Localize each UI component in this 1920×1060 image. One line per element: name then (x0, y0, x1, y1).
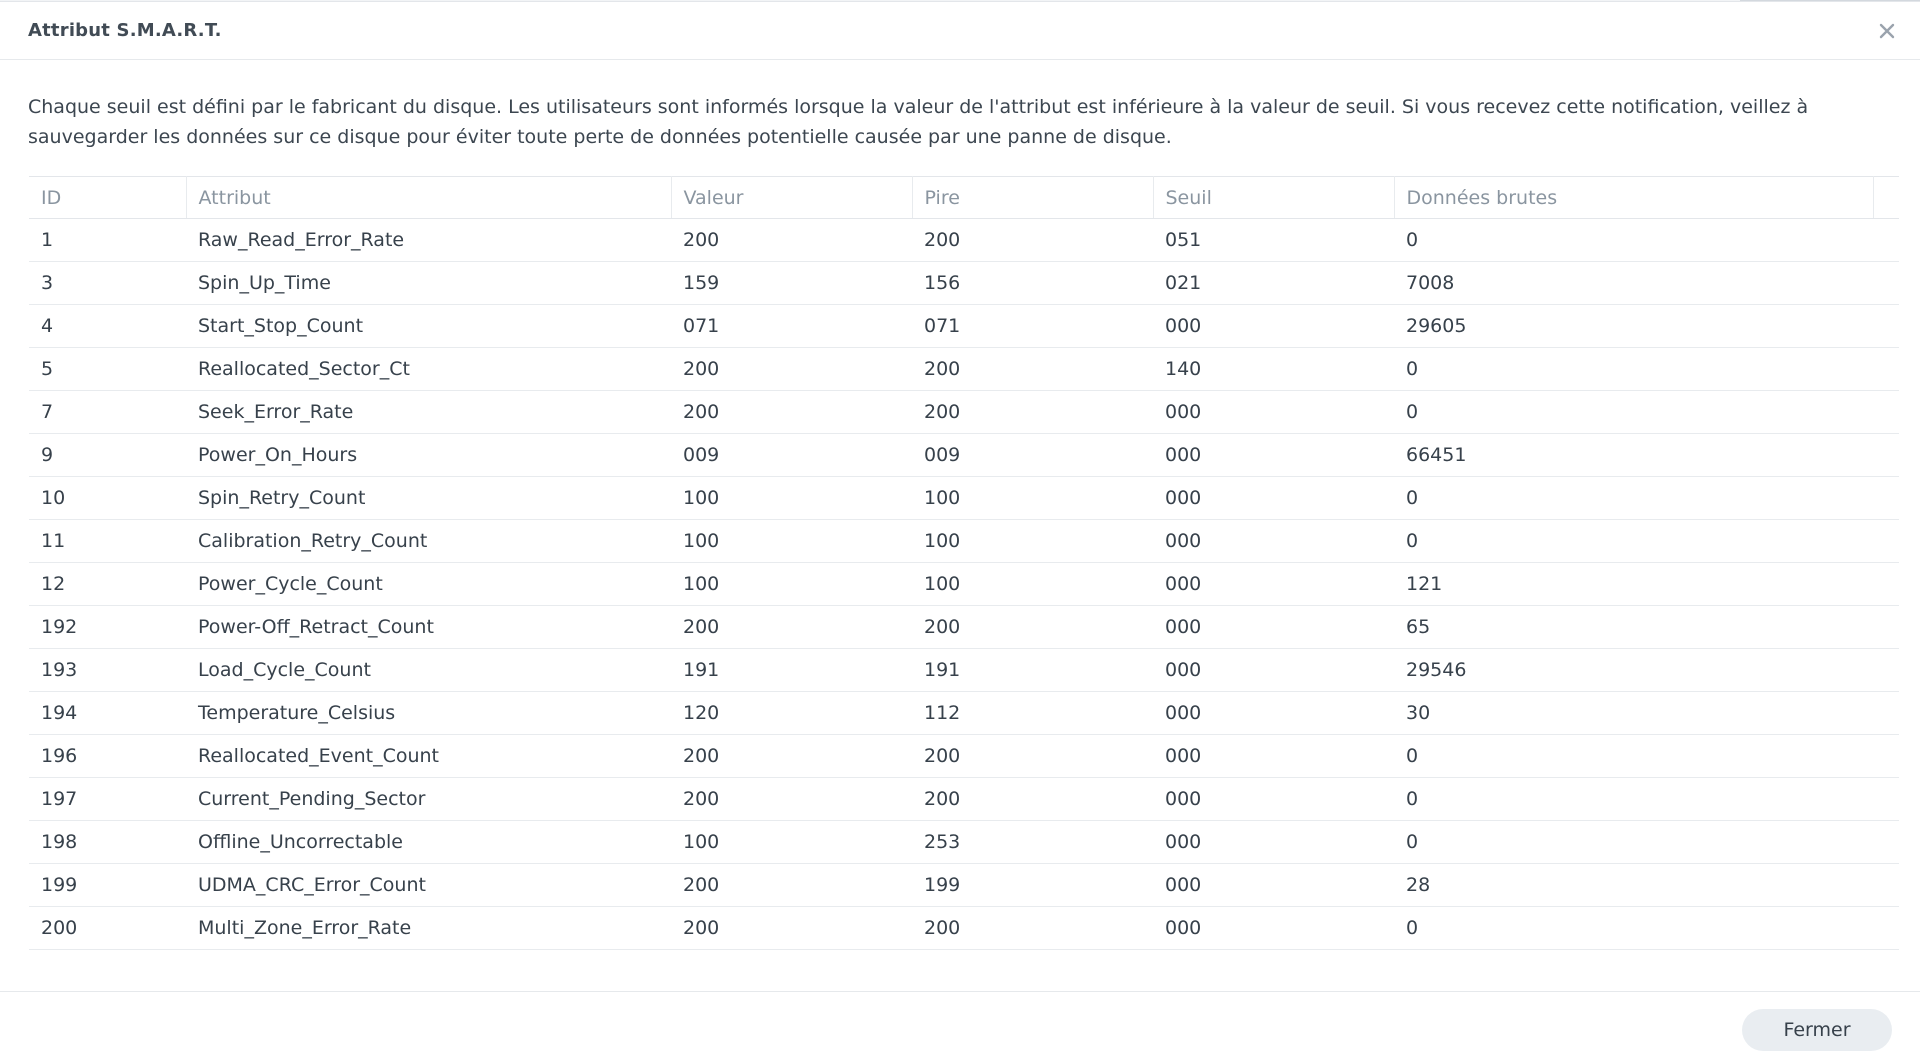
cell-value: 200 (671, 735, 912, 778)
cell-worst: 200 (912, 391, 1153, 434)
cell-value: 200 (671, 219, 912, 262)
column-header-raw-data[interactable]: Données brutes (1394, 177, 1873, 219)
cell-attribute: Calibration_Retry_Count (186, 520, 671, 563)
table-row[interactable] (29, 348, 1899, 391)
cell-spacer (1873, 907, 1899, 950)
cell-spacer (1873, 305, 1899, 348)
table-row[interactable] (29, 520, 1899, 563)
cell-value: 200 (671, 864, 912, 907)
cell-value: 100 (671, 821, 912, 864)
cell-worst: 100 (912, 520, 1153, 563)
table-row[interactable] (29, 864, 1899, 907)
cell-raw-data: 0 (1394, 778, 1873, 821)
cell-worst: 200 (912, 219, 1153, 262)
cell-id: 5 (29, 348, 186, 391)
cell-spacer (1873, 606, 1899, 649)
cell-raw-data: 0 (1394, 348, 1873, 391)
cell-id: 194 (29, 692, 186, 735)
cell-value: 071 (671, 305, 912, 348)
cell-attribute: Offline_Uncorrectable (186, 821, 671, 864)
cell-threshold: 000 (1153, 305, 1394, 348)
table-row[interactable] (29, 649, 1899, 692)
cell-threshold: 000 (1153, 692, 1394, 735)
cell-raw-data: 66451 (1394, 434, 1873, 477)
table-row[interactable] (29, 391, 1899, 434)
cell-value: 191 (671, 649, 912, 692)
cell-attribute: Reallocated_Sector_Ct (186, 348, 671, 391)
cell-spacer (1873, 477, 1899, 520)
cell-worst: 200 (912, 606, 1153, 649)
cell-value: 100 (671, 563, 912, 606)
cell-attribute: Multi_Zone_Error_Rate (186, 907, 671, 950)
cell-spacer (1873, 735, 1899, 778)
cell-worst: 200 (912, 348, 1153, 391)
cell-id: 7 (29, 391, 186, 434)
cell-attribute: UDMA_CRC_Error_Count (186, 864, 671, 907)
cell-worst: 200 (912, 907, 1153, 950)
cell-value: 200 (671, 348, 912, 391)
cell-spacer (1873, 434, 1899, 477)
cell-attribute: Current_Pending_Sector (186, 778, 671, 821)
cell-id: 192 (29, 606, 186, 649)
cell-worst: 200 (912, 735, 1153, 778)
dialog-title: Attribut S.M.A.R.T. (28, 20, 222, 41)
cell-worst: 191 (912, 649, 1153, 692)
cell-raw-data: 30 (1394, 692, 1873, 735)
cell-attribute: Reallocated_Event_Count (186, 735, 671, 778)
cell-worst: 100 (912, 477, 1153, 520)
cell-raw-data: 0 (1394, 477, 1873, 520)
cell-threshold: 000 (1153, 735, 1394, 778)
dialog-description: Chaque seuil est défini par le fabricant du disque. Les utilisateurs sont informés lorsque la valeur de l'attribut est inférieure à la valeur de seuil. Si vous recevez cette notification, veillez à sauvegarder les données sur ce disque pour éviter toute perte de données potentielle causée par une panne de disque. (28, 96, 1809, 148)
cell-value: 200 (671, 907, 912, 950)
cell-threshold: 000 (1153, 391, 1394, 434)
cell-attribute: Start_Stop_Count (186, 305, 671, 348)
cell-id: 3 (29, 262, 186, 305)
cell-threshold: 000 (1153, 563, 1394, 606)
cell-spacer (1873, 348, 1899, 391)
cell-attribute: Power_On_Hours (186, 434, 671, 477)
cell-value: 200 (671, 606, 912, 649)
close-dialog-button[interactable]: Fermer (1742, 1009, 1892, 1051)
cell-spacer (1873, 520, 1899, 563)
cell-raw-data: 0 (1394, 391, 1873, 434)
cell-id: 11 (29, 520, 186, 563)
cell-attribute: Raw_Read_Error_Rate (186, 219, 671, 262)
cell-worst: 100 (912, 563, 1153, 606)
table-row[interactable] (29, 821, 1899, 864)
smart-attribute-table-container[interactable] (29, 176, 1899, 950)
table-row[interactable] (29, 563, 1899, 606)
cell-value: 100 (671, 520, 912, 563)
table-row[interactable] (29, 692, 1899, 735)
cell-attribute: Power_Cycle_Count (186, 563, 671, 606)
cell-attribute: Power-Off_Retract_Count (186, 606, 671, 649)
cell-threshold: 051 (1153, 219, 1394, 262)
cell-threshold: 000 (1153, 649, 1394, 692)
table-row[interactable] (29, 434, 1899, 477)
cell-raw-data: 29546 (1394, 649, 1873, 692)
cell-spacer (1873, 391, 1899, 434)
cell-id: 9 (29, 434, 186, 477)
table-row[interactable] (29, 907, 1899, 950)
column-header-id[interactable]: ID (29, 177, 186, 219)
cell-spacer (1873, 219, 1899, 262)
cell-worst: 200 (912, 778, 1153, 821)
cell-threshold: 000 (1153, 606, 1394, 649)
cell-attribute: Spin_Retry_Count (186, 477, 671, 520)
cell-id: 196 (29, 735, 186, 778)
dialog-footer (0, 991, 1920, 1060)
cell-id: 200 (29, 907, 186, 950)
cell-id: 197 (29, 778, 186, 821)
table-body (29, 219, 1899, 950)
close-button[interactable] (1872, 16, 1902, 46)
cell-attribute: Seek_Error_Rate (186, 391, 671, 434)
column-header-worst[interactable]: Pire (912, 177, 1153, 219)
table-header-row (29, 177, 1899, 219)
cell-id: 1 (29, 219, 186, 262)
cell-id: 199 (29, 864, 186, 907)
cell-threshold: 000 (1153, 477, 1394, 520)
table-row[interactable] (29, 219, 1899, 262)
column-header-value[interactable]: Valeur (671, 177, 912, 219)
cell-worst: 199 (912, 864, 1153, 907)
cell-value: 100 (671, 477, 912, 520)
table-row[interactable] (29, 778, 1899, 821)
close-icon (1878, 22, 1896, 40)
table-row[interactable] (29, 477, 1899, 520)
cell-value: 159 (671, 262, 912, 305)
cell-threshold: 140 (1153, 348, 1394, 391)
cell-attribute: Spin_Up_Time (186, 262, 671, 305)
cell-raw-data: 29605 (1394, 305, 1873, 348)
table-row[interactable] (29, 262, 1899, 305)
cell-raw-data: 0 (1394, 821, 1873, 864)
cell-value: 120 (671, 692, 912, 735)
cell-worst: 009 (912, 434, 1153, 477)
cell-id: 193 (29, 649, 186, 692)
cell-spacer (1873, 262, 1899, 305)
dialog-header (0, 2, 1920, 60)
cell-value: 200 (671, 778, 912, 821)
cell-raw-data: 0 (1394, 735, 1873, 778)
cell-spacer (1873, 778, 1899, 821)
cell-threshold: 000 (1153, 821, 1394, 864)
cell-worst: 253 (912, 821, 1153, 864)
cell-threshold: 000 (1153, 907, 1394, 950)
cell-attribute: Load_Cycle_Count (186, 649, 671, 692)
cell-raw-data: 0 (1394, 907, 1873, 950)
cell-attribute: Temperature_Celsius (186, 692, 671, 735)
cell-worst: 071 (912, 305, 1153, 348)
cell-threshold: 000 (1153, 864, 1394, 907)
cell-raw-data: 0 (1394, 520, 1873, 563)
cell-id: 4 (29, 305, 186, 348)
smart-attribute-dialog (0, 2, 1920, 1060)
cell-worst: 112 (912, 692, 1153, 735)
cell-spacer (1873, 649, 1899, 692)
table-row[interactable] (29, 305, 1899, 348)
cell-id: 10 (29, 477, 186, 520)
cell-raw-data: 0 (1394, 219, 1873, 262)
cell-worst: 156 (912, 262, 1153, 305)
cell-spacer (1873, 692, 1899, 735)
cell-value: 009 (671, 434, 912, 477)
column-header-spacer (1873, 177, 1899, 219)
smart-attribute-table (29, 176, 1899, 950)
cell-raw-data: 7008 (1394, 262, 1873, 305)
table-row[interactable] (29, 735, 1899, 778)
cell-threshold: 000 (1153, 434, 1394, 477)
cell-spacer (1873, 821, 1899, 864)
cell-value: 200 (671, 391, 912, 434)
cell-spacer (1873, 864, 1899, 907)
table-row[interactable] (29, 606, 1899, 649)
cell-id: 12 (29, 563, 186, 606)
cell-raw-data: 121 (1394, 563, 1873, 606)
column-header-attribute[interactable]: Attribut (186, 177, 671, 219)
cell-spacer (1873, 563, 1899, 606)
cell-threshold: 000 (1153, 778, 1394, 821)
column-header-threshold[interactable]: Seuil (1153, 177, 1394, 219)
cell-raw-data: 65 (1394, 606, 1873, 649)
cell-id: 198 (29, 821, 186, 864)
cell-raw-data: 28 (1394, 864, 1873, 907)
cell-threshold: 000 (1153, 520, 1394, 563)
cell-threshold: 021 (1153, 262, 1394, 305)
